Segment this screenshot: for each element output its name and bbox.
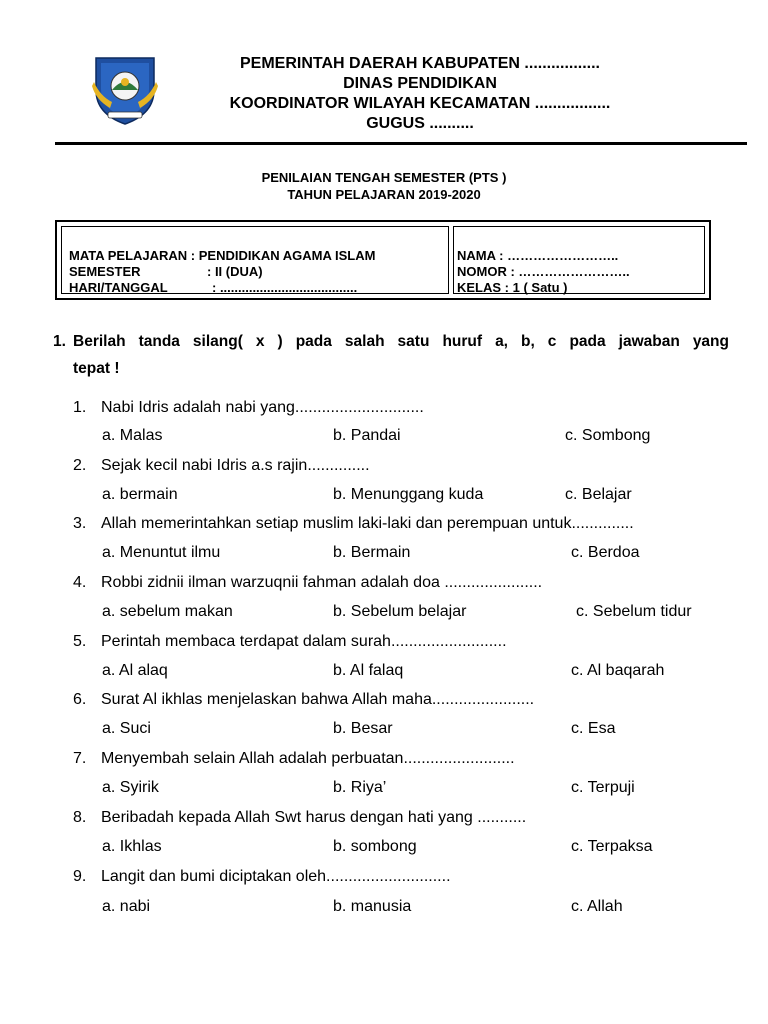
letterhead	[150, 54, 690, 134]
option-b: b. sombong	[333, 838, 417, 855]
question-7	[73, 749, 515, 769]
option-c: c. Sombong	[565, 427, 651, 444]
semester-label: SEMESTER	[69, 264, 141, 279]
option-c: c. Belajar	[565, 486, 632, 503]
option-a: a. Menuntut ilmu	[102, 544, 221, 561]
question-number: 9.	[73, 868, 87, 885]
student-info-box	[55, 220, 711, 300]
question-number: 2.	[73, 457, 87, 474]
question-text: Perintah membaca terdapat dalam surah..........................	[101, 633, 507, 650]
question-text: Robbi zidnii ilman warzuqnii fahman adalah doa ......................	[101, 574, 543, 591]
question-text: Surat Al ikhlas menjelaskan bahwa Allah maha.......................	[101, 691, 535, 708]
subject-line: MATA PELAJARAN : PENDIDIKAN AGAMA ISLAM	[69, 248, 376, 263]
question-9	[73, 867, 451, 887]
option-c: c. Allah	[571, 898, 623, 915]
option-a: a. Suci	[102, 720, 151, 737]
option-b: b. Sebelum belajar	[333, 603, 467, 620]
government-line: PEMERINTAH DAERAH KABUPATEN .................	[239, 55, 600, 72]
student-name-field: NAMA : ……………………..	[457, 248, 619, 263]
date-label: HARI/TANGGAL	[69, 280, 168, 295]
question-text: Beribadah kepada Allah Swt harus dengan hati yang ...........	[101, 809, 527, 826]
student-class-field: KELAS : 1 ( Satu )	[457, 280, 568, 295]
option-c: c. Sebelum tidur	[576, 603, 692, 620]
option-a: a. Malas	[102, 427, 163, 444]
question-text: Nabi Idris adalah nabi yang.............................	[101, 399, 424, 416]
option-a: a. nabi	[102, 898, 151, 915]
option-a: a. Syirik	[102, 779, 159, 796]
section-number: 1.	[53, 333, 66, 350]
coordinator-line: KOORDINATOR WILAYAH KECAMATAN .................	[229, 95, 611, 112]
question-number: 8.	[73, 809, 87, 826]
question-2	[73, 456, 370, 476]
question-number: 1.	[73, 399, 87, 416]
option-b: b. Riya’	[333, 779, 387, 796]
question-text: Langit dan bumi diciptakan oleh............................	[101, 868, 451, 885]
question-8	[73, 808, 526, 828]
option-b: b. Menunggang kuda	[333, 486, 484, 503]
student-info-panel	[453, 226, 705, 294]
option-c: c. Terpaksa	[571, 838, 653, 855]
semester-value: : II (DUA)	[207, 264, 263, 279]
option-b: b. Al falaq	[333, 662, 404, 679]
instruction-text-line1: Berilah tanda silang( x ) pada salah satu huruf a, b, c pada jawaban yang	[73, 333, 729, 350]
question-5	[73, 632, 507, 652]
option-c: c. Esa	[571, 720, 616, 737]
option-c: c. Al baqarah	[571, 662, 665, 679]
question-number: 7.	[73, 750, 87, 767]
question-number: 5.	[73, 633, 87, 650]
department-line: DINAS PENDIDIKAN	[343, 75, 497, 92]
instruction-text-line2: tepat !	[73, 360, 120, 377]
date-value: : ......................................	[212, 280, 358, 295]
option-c: c. Berdoa	[571, 544, 640, 561]
question-1	[73, 398, 424, 418]
subject-info-panel	[61, 226, 449, 294]
question-text: Allah memerintahkan setiap muslim laki-laki dan perempuan untuk..............	[101, 515, 634, 532]
question-text: Menyembah selain Allah adalah perbuatan.........................	[101, 750, 515, 767]
exam-title-block	[0, 169, 768, 203]
option-a: a. Ikhlas	[102, 838, 162, 855]
option-a: a. Al alaq	[102, 662, 168, 679]
cluster-line: GUGUS ..........	[366, 115, 474, 132]
question-number: 4.	[73, 574, 87, 591]
option-b: b. Pandai	[333, 427, 401, 444]
question-4	[73, 573, 542, 593]
option-a: a. sebelum makan	[102, 603, 233, 620]
section-instruction	[53, 328, 729, 382]
exam-title: PENILAIAN TENGAH SEMESTER (PTS )	[261, 170, 507, 185]
option-b: b. Bermain	[333, 544, 411, 561]
option-a: a. bermain	[102, 486, 178, 503]
question-text: Sejak kecil nabi Idris a.s rajin..............	[101, 457, 370, 474]
option-b: b. manusia	[333, 898, 412, 915]
option-c: c. Terpuji	[571, 779, 635, 796]
header-divider	[55, 142, 747, 145]
question-number: 3.	[73, 515, 87, 532]
question-number: 6.	[73, 691, 87, 708]
question-3	[73, 514, 634, 534]
option-b: b. Besar	[333, 720, 393, 737]
question-6	[73, 690, 534, 710]
academic-year: TAHUN PELAJARAN 2019-2020	[287, 187, 481, 202]
student-number-field: NOMOR : ……………………..	[457, 264, 630, 279]
